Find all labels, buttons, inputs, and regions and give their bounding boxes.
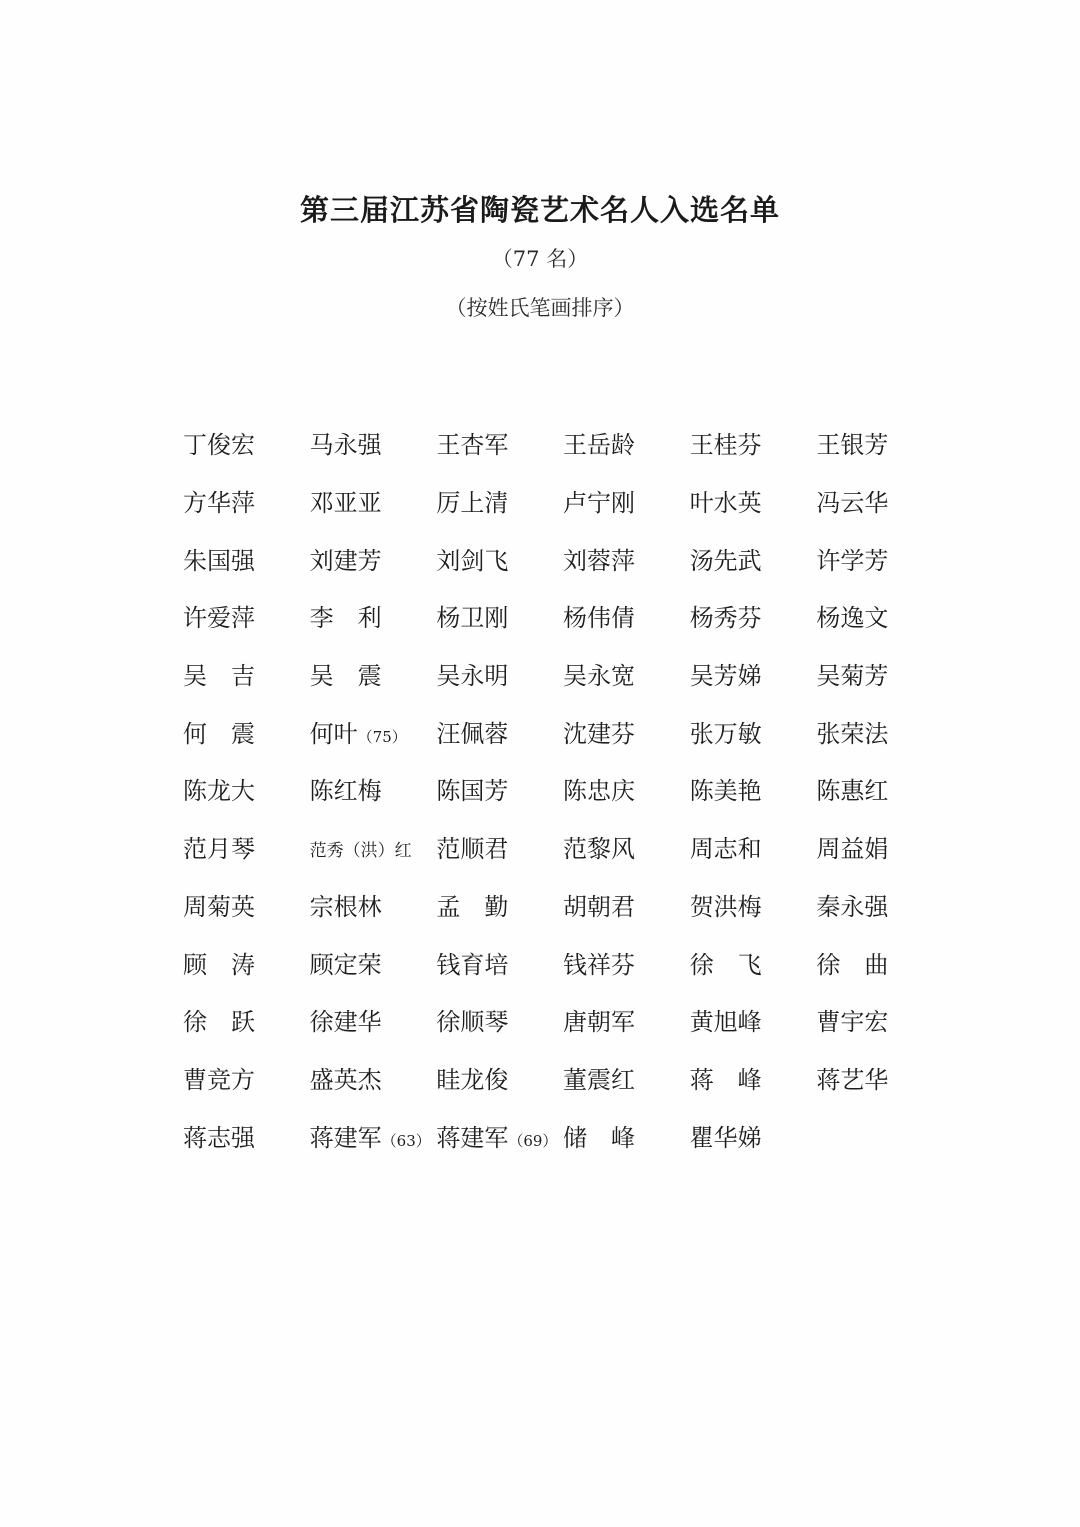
name-entry: 贺洪梅 bbox=[689, 892, 762, 921]
name-entry: 张万敏 bbox=[689, 719, 762, 748]
name-entry: 王杏军 bbox=[436, 431, 509, 460]
name-entry: 许爱萍 bbox=[183, 604, 255, 633]
name-entry: 叶水英 bbox=[689, 489, 762, 518]
name-entry: 徐 跃 bbox=[183, 1008, 255, 1037]
name-list bbox=[183, 414, 943, 1164]
name-entry: 厉上清 bbox=[436, 489, 509, 518]
name-entry: 盛英杰 bbox=[309, 1065, 382, 1094]
name-entry: 徐 飞 bbox=[689, 950, 762, 979]
name-entry: 蒋艺华 bbox=[816, 1065, 889, 1094]
name-entry: 吴菊芳 bbox=[816, 662, 889, 691]
name-entry: 周菊英 bbox=[183, 892, 255, 921]
name-entry: 曹竞方 bbox=[183, 1065, 255, 1094]
name-entry: 陈忠庆 bbox=[563, 777, 636, 806]
name-entry: 顾 涛 bbox=[183, 950, 255, 979]
name-entry: 徐 曲 bbox=[816, 950, 889, 979]
name-entry: 杨秀芬 bbox=[689, 604, 762, 633]
name-entry: 储 峰 bbox=[563, 1123, 636, 1152]
name-entry: 杨卫刚 bbox=[436, 604, 509, 633]
name-row bbox=[183, 529, 943, 587]
name-entry: 宗根林 bbox=[309, 892, 382, 921]
name-entry: 董震红 bbox=[563, 1065, 636, 1094]
name-entry: 陈红梅 bbox=[309, 777, 382, 806]
name-entry: 马永强 bbox=[309, 431, 382, 460]
name-entry: 刘建芳 bbox=[309, 546, 382, 575]
name-row bbox=[183, 876, 943, 934]
name-entry: 杨逸文 bbox=[816, 604, 889, 633]
name-entry: 陈龙大 bbox=[183, 777, 255, 806]
name-entry: 顾定荣 bbox=[309, 950, 382, 979]
name-entry: 蒋志强 bbox=[183, 1123, 255, 1152]
name-entry: 范秀（洪）红 bbox=[309, 841, 412, 862]
name-entry: 孟 勤 bbox=[436, 892, 509, 921]
name-row bbox=[183, 1106, 943, 1164]
name-entry: 沈建芬 bbox=[563, 719, 636, 748]
name-entry: 吴 震 bbox=[309, 662, 382, 691]
name-entry: 吴芳娣 bbox=[689, 662, 762, 691]
name-entry: 汪佩蓉 bbox=[436, 719, 509, 748]
name-entry: 蒋建军（63） bbox=[309, 1123, 431, 1152]
name-entry: 汤先武 bbox=[689, 546, 762, 575]
name-entry: 邓亚亚 bbox=[309, 489, 382, 518]
name-entry: 范顺君 bbox=[436, 835, 509, 864]
name-entry: 黄旭峰 bbox=[689, 1008, 762, 1037]
name-entry: 朱国强 bbox=[183, 546, 255, 575]
name-entry: 刘蓉萍 bbox=[563, 546, 636, 575]
name-entry: 蒋建军（69） bbox=[436, 1123, 558, 1152]
name-row bbox=[183, 818, 943, 876]
name-entry: 徐顺琴 bbox=[436, 1008, 509, 1037]
name-entry: 许学芳 bbox=[816, 546, 889, 575]
name-entry: 吴永明 bbox=[436, 662, 509, 691]
name-entry: 王银芳 bbox=[816, 431, 889, 460]
name-entry: 方华萍 bbox=[183, 489, 255, 518]
name-row bbox=[183, 587, 943, 645]
name-entry: 周志和 bbox=[689, 835, 762, 864]
name-row bbox=[183, 414, 943, 472]
name-entry: 眭龙俊 bbox=[436, 1065, 509, 1094]
name-row bbox=[183, 702, 943, 760]
document-title: 第三届江苏省陶瓷艺术名人入选名单 bbox=[299, 193, 780, 227]
name-entry: 范月琴 bbox=[183, 835, 255, 864]
name-entry: 李 利 bbox=[309, 604, 382, 633]
name-entry: 秦永强 bbox=[816, 892, 889, 921]
name-row bbox=[183, 472, 943, 530]
name-entry: 蒋 峰 bbox=[689, 1065, 762, 1094]
name-entry: 曹宇宏 bbox=[816, 1008, 889, 1037]
name-entry: 钱育培 bbox=[436, 950, 509, 979]
name-entry: 杨伟倩 bbox=[563, 604, 636, 633]
name-entry: 陈国芳 bbox=[436, 777, 509, 806]
name-entry: 周益娟 bbox=[816, 835, 889, 864]
name-entry: 吴 吉 bbox=[183, 662, 255, 691]
name-entry: 吴永宽 bbox=[563, 662, 636, 691]
name-entry: 卢宁刚 bbox=[563, 489, 636, 518]
name-row bbox=[183, 1049, 943, 1107]
name-entry: 丁俊宏 bbox=[183, 431, 255, 460]
name-entry: 王桂芬 bbox=[689, 431, 762, 460]
name-count: （77 名） bbox=[491, 247, 589, 271]
name-entry: 刘剑飞 bbox=[436, 546, 509, 575]
name-entry: 何叶（75） bbox=[309, 719, 407, 748]
name-entry: 钱祥芬 bbox=[563, 950, 636, 979]
name-entry: 瞿华娣 bbox=[689, 1123, 762, 1152]
name-entry: 张荣法 bbox=[816, 719, 889, 748]
name-row bbox=[183, 645, 943, 703]
name-row bbox=[183, 760, 943, 818]
name-entry: 陈美艳 bbox=[689, 777, 762, 806]
name-row bbox=[183, 933, 943, 991]
sort-note: （按姓氏笔画排序） bbox=[445, 296, 635, 320]
name-entry: 胡朝君 bbox=[563, 892, 636, 921]
name-entry: 何 震 bbox=[183, 719, 255, 748]
name-row bbox=[183, 991, 943, 1049]
name-entry: 冯云华 bbox=[816, 489, 889, 518]
name-entry: 唐朝军 bbox=[563, 1008, 636, 1037]
name-entry: 徐建华 bbox=[309, 1008, 382, 1037]
name-entry: 陈惠红 bbox=[816, 777, 889, 806]
name-entry: 范黎风 bbox=[563, 835, 636, 864]
name-entry: 王岳龄 bbox=[563, 431, 636, 460]
